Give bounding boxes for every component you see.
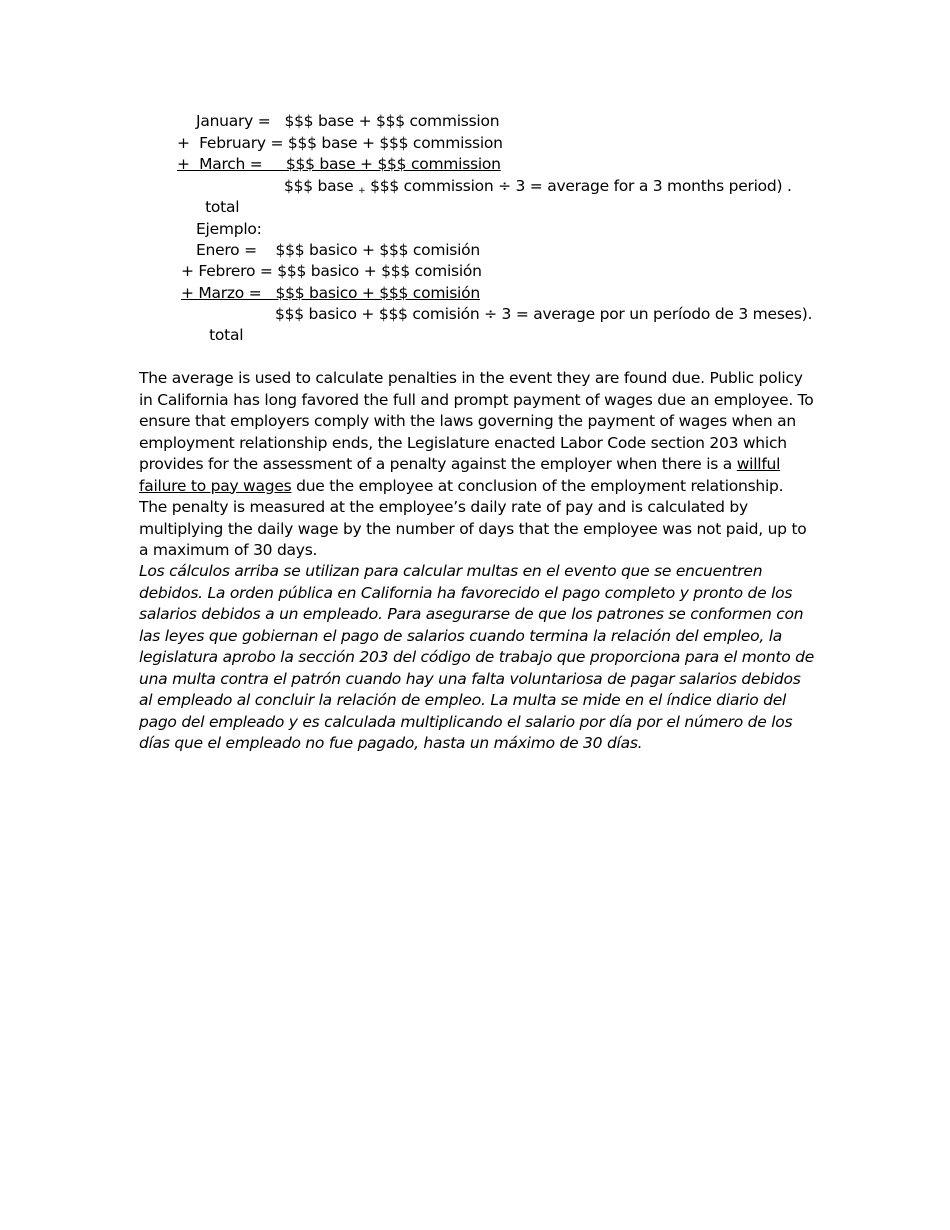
calc-row-enero: Enero = $$$ basico + $$$ comisión bbox=[196, 241, 480, 259]
total-plus-sign: + bbox=[358, 186, 366, 196]
calc-row-total bbox=[177, 176, 792, 216]
total-rest: $$$ commission ÷ 3 = average for a 3 months period) . bbox=[370, 177, 792, 195]
calc-row-febrero: + Febrero = $$$ basico + $$$ comisión bbox=[181, 262, 482, 280]
calc-row-marzo: + Marzo = $$$ basico + $$$ comisión bbox=[181, 284, 480, 302]
willful-failure-underlined: willful failure to pay wages bbox=[139, 455, 781, 495]
total-formula-es: $$$ basico + $$$ comisión ÷ 3 = average por un período de 3 meses). bbox=[275, 305, 813, 323]
calc-row-february: + February = $$$ base + $$$ commission bbox=[177, 134, 503, 152]
total-formula bbox=[284, 176, 792, 202]
total-label-es: total bbox=[209, 326, 244, 344]
english-paragraph-part1: The average is used to calculate penalties in the event they are found due. Public policy in California has long favored the full and prompt payment of wages due an employee. To ensure that employers comply with the laws governing the payment of wages when an employment relationship ends, the Legislature enacted Labor Code section 203 which provides for the assessment of a penalty against the employer when there is a bbox=[139, 369, 814, 473]
english-paragraph-part2: due the employee at conclusion of the employment relationship. The penalty is measured at the employee’s daily rate of pay and is calculated by multiplying the daily wage by the number of days that the employee was not paid, up to a maximum of 30 days. bbox=[139, 476, 807, 559]
english-paragraph bbox=[139, 368, 815, 562]
calc-row-january: January = $$$ base + $$$ commission bbox=[196, 112, 500, 130]
total-label: total bbox=[205, 198, 240, 216]
spanish-paragraph: Los cálculos arriba se utilizan para calcular multas en el evento que se encuentren debidos. La orden pública en California ha favorecido el pago completo y pronto de los salarios debidos a un empleado. Para asegurarse de que los patrones se conformen con las leyes que gobiernan el pago de salarios cuando termina la relación del empleo, la legislatura aprobo la sección 203 del código de trabajo que proporciona para el monto de una multa contra el patrón cuando hay una falta voluntariosa de pagar salarios debidos al empleado al concluir la relación de empleo. La multa se mide en el índice diario del pago del empleado y es calculada multiplicando el salario por día por el número de los días que el empleado no fue pagado, hasta un máximo de 30 días. bbox=[139, 562, 815, 752]
calc-row-total-es bbox=[181, 304, 813, 344]
ejemplo-heading: Ejemplo: bbox=[196, 220, 262, 238]
calc-row-march: + March = $$$ base + $$$ commission bbox=[177, 155, 501, 173]
total-base: $$$ base bbox=[284, 177, 354, 195]
